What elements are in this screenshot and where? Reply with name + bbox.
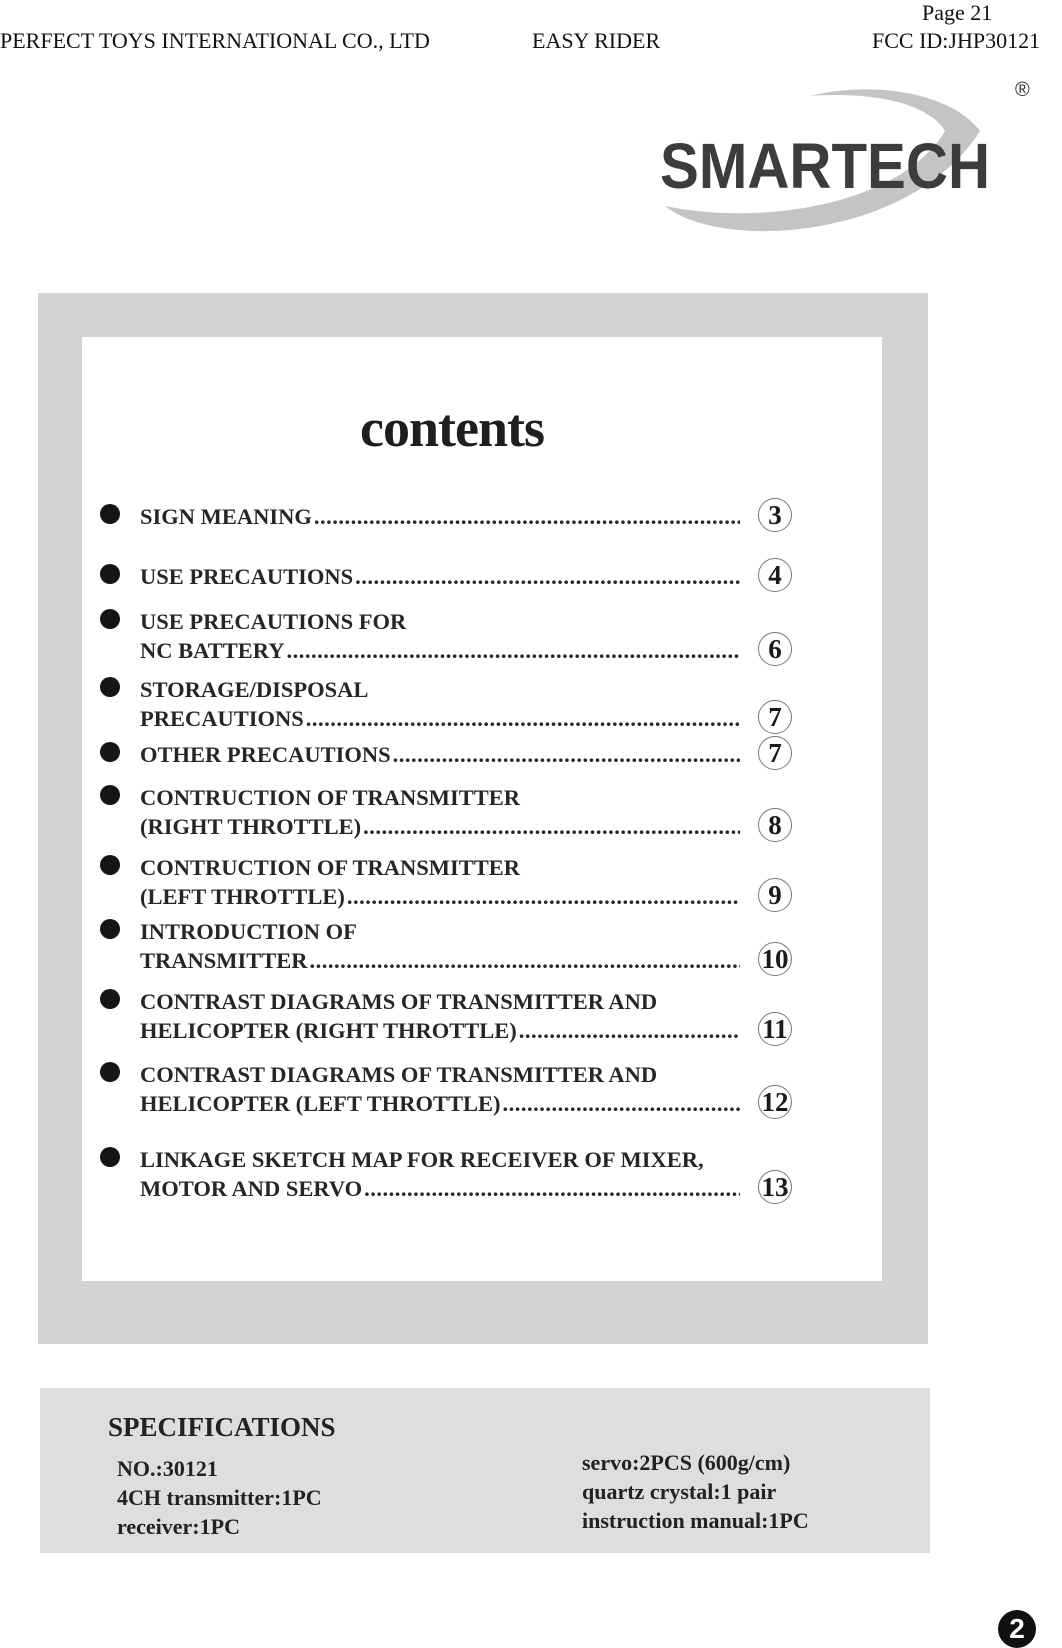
toc-line-text: STORAGE/DISPOSAL [140,677,369,702]
toc-line [140,607,740,636]
toc-text [140,675,740,733]
toc-line [140,502,740,531]
toc-text [140,1060,740,1118]
page-label: Page 21 [922,0,993,25]
bullet-icon [100,504,120,524]
toc-line-text: (RIGHT THROTTLE) [140,814,362,839]
spec-item: quartz crystal:1 pair [582,1479,777,1504]
toc-line-text: USE PRECAUTIONS [140,564,354,589]
toc-line [140,987,740,1016]
toc-page-number: 7 [758,700,792,734]
spec-item: NO.:30121 [117,1456,218,1481]
toc-text [140,740,740,769]
toc-text [140,562,740,591]
bullet-icon [100,989,120,1009]
toc-line [140,1016,740,1045]
leader-dots [310,946,740,975]
company-name: PERFECT TOYS INTERNATIONAL CO., LTD [0,28,430,53]
toc-page-number: 3 [758,498,792,532]
leader-dots [364,1174,740,1203]
toc-text [140,502,740,531]
bullet-icon [100,564,120,584]
leader-dots [393,740,740,769]
toc-line-text: TRANSMITTER [140,948,308,973]
toc-page-number: 8 [758,808,792,842]
toc-line-text: CONTRAST DIAGRAMS OF TRANSMITTER AND [140,1062,658,1087]
logo-text: SMARTECH [660,130,990,202]
toc-line-text: HELICOPTER (RIGHT THROTTLE) [140,1018,517,1043]
toc-page-number: 12 [758,1085,792,1119]
toc-line [140,917,740,946]
toc-line [140,675,740,704]
toc-line-text: OTHER PRECAUTIONS [140,742,391,767]
toc-line [140,704,740,733]
spec-item: receiver:1PC [117,1514,240,1539]
leader-dots [519,1016,740,1045]
bullet-icon [100,1147,120,1167]
toc-line [140,562,740,591]
toc-line-text: CONTRUCTION OF TRANSMITTER [140,855,521,880]
toc-line-text: (LEFT THROTTLE) [140,884,345,909]
toc-line [140,1145,740,1174]
spec-left-column [117,1454,322,1541]
toc-line-text: LINKAGE SKETCH MAP FOR RECEIVER OF MIXER, [140,1147,704,1172]
page-number-badge: 2 [998,1610,1036,1648]
bullet-icon [100,677,120,697]
toc-text [140,917,740,975]
leader-dots [306,704,740,733]
toc-page-number: 9 [758,878,792,912]
specifications-title: SPECIFICATIONS [108,1412,336,1442]
smartech-logo [660,76,1040,246]
toc-text [140,783,740,841]
toc-text [140,853,740,911]
registered-mark: ® [1015,79,1030,101]
contents-panel [38,293,928,1344]
specifications-panel [40,1388,930,1553]
toc-line-text: CONTRUCTION OF TRANSMITTER [140,785,521,810]
toc-line-text: USE PRECAUTIONS FOR [140,609,407,634]
toc-line-text: MOTOR AND SERVO [140,1176,363,1201]
fcc-id: FCC ID:JHP30121 [872,28,1041,53]
toc-line [140,636,740,665]
toc-line-text: PRECAUTIONS [140,706,304,731]
spec-item: instruction manual:1PC [582,1508,809,1533]
contents-page [82,337,882,1281]
toc-line [140,946,740,975]
toc-line-text: INTRODUCTION OF [140,919,357,944]
toc-line [140,882,740,911]
bullet-icon [100,785,120,805]
toc-text [140,1145,740,1203]
toc-line [140,740,740,769]
bullet-icon [100,855,120,875]
bullet-icon [100,1062,120,1082]
spec-right-column [582,1448,809,1535]
contents-title: contents [360,398,544,458]
toc-page-number: 10 [758,942,792,976]
spec-item: 4CH transmitter:1PC [117,1485,322,1510]
leader-dots [503,1089,740,1118]
spec-item: servo:2PCS (600g/cm) [582,1450,791,1475]
model-name: EASY RIDER [532,28,661,53]
toc-text [140,607,740,665]
toc-line-text: SIGN MEANING [140,504,312,529]
toc-page-number: 6 [758,632,792,666]
toc-page-number: 11 [758,1012,792,1046]
leader-dots [363,812,740,841]
toc-line-text: CONTRAST DIAGRAMS OF TRANSMITTER AND [140,989,658,1014]
toc-line [140,853,740,882]
toc-line [140,1060,740,1089]
toc-line [140,812,740,841]
toc-page-number: 13 [758,1170,792,1204]
toc-page-number: 4 [758,558,792,592]
toc-line [140,1174,740,1203]
toc-line [140,783,740,812]
leader-dots [314,502,740,531]
bullet-icon [100,742,120,762]
bullet-icon [100,609,120,629]
bullet-icon [100,919,120,939]
leader-dots [286,636,740,665]
toc-line-text: NC BATTERY [140,638,285,663]
toc-text [140,987,740,1045]
toc-line [140,1089,740,1118]
leader-dots [347,882,740,911]
leader-dots [355,562,740,591]
toc-page-number: 7 [758,736,792,770]
toc-line-text: HELICOPTER (LEFT THROTTLE) [140,1091,501,1116]
